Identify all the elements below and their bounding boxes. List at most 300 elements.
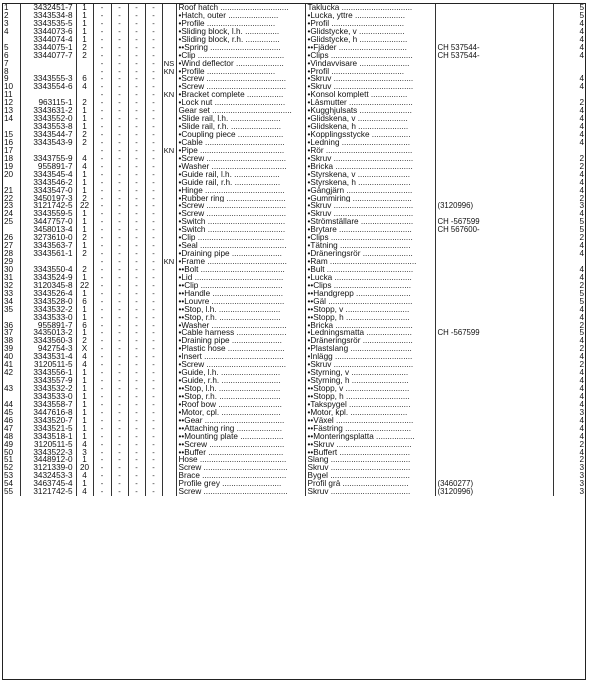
note: [435, 83, 553, 91]
note: [435, 306, 553, 314]
part-number: 3343554-6: [20, 83, 76, 91]
note: [435, 20, 553, 28]
kn-code: KN: [163, 146, 175, 155]
model-column-1: -: [93, 266, 111, 274]
english-description: •Guide rail, l.h. ....................: [176, 171, 305, 179]
table-row: [3, 131, 585, 139]
position-number: 50: [3, 449, 20, 457]
table-row: [3, 385, 585, 393]
model-column-2: -: [111, 449, 128, 457]
swedish-description: ••Fästring .............................: [305, 425, 435, 433]
quantity: 4: [76, 472, 93, 480]
part-number: 3447757-0: [20, 218, 76, 226]
table-row: [3, 433, 585, 441]
note: [435, 68, 553, 76]
english-description: •Switch ..................................: [176, 218, 305, 226]
part-number: [20, 258, 76, 266]
swedish-description: •Clips ....................................: [305, 52, 435, 60]
model-column-3: -: [128, 210, 145, 218]
model-column-3: -: [128, 393, 145, 401]
version-code: [553, 147, 585, 155]
part-number: 3273610-0: [20, 234, 76, 242]
note: [435, 401, 553, 409]
swedish-description: •Profil ................................: [305, 20, 435, 28]
model-column-2: -: [111, 464, 128, 472]
position-number: 12: [3, 99, 20, 107]
model-column-4: -: [145, 195, 162, 203]
note: [435, 115, 553, 123]
quantity: 1: [76, 274, 93, 282]
kn-code: [162, 377, 176, 385]
model-column-3: -: [128, 44, 145, 52]
english-description: •Slide rail, l.h. ......................: [176, 115, 305, 123]
note: [435, 36, 553, 44]
model-column-4: -: [145, 226, 162, 234]
version-code: 2: [579, 321, 584, 330]
note: [435, 298, 553, 306]
model-column-2: -: [111, 433, 128, 441]
model-column-3: -: [128, 472, 145, 480]
quantity: 1: [76, 179, 93, 187]
model-column-4: -: [145, 258, 162, 266]
part-number: [20, 68, 76, 76]
model-column-2: -: [111, 36, 128, 44]
position-number: [3, 179, 20, 187]
kn-code: [162, 322, 176, 330]
model-column-1: -: [93, 234, 111, 242]
parts-table: [3, 4, 585, 496]
quantity: 2: [76, 139, 93, 147]
position-number: 24: [3, 210, 20, 218]
model-column-1: -: [93, 4, 111, 12]
part-number: 963115-1: [20, 99, 76, 107]
model-column-3: -: [128, 234, 145, 242]
note: [435, 250, 553, 258]
kn-code: [162, 234, 176, 242]
swedish-description: •Skruv ...................................: [305, 75, 435, 83]
table-row: [3, 4, 585, 12]
model-column-3: -: [128, 83, 145, 91]
version-code: 4: [579, 107, 584, 116]
kn-code: [162, 449, 176, 457]
version-code: 3: [579, 472, 584, 481]
quantity: 22: [76, 202, 93, 210]
note: [435, 131, 553, 139]
quantity: 1: [76, 242, 93, 250]
model-column-4: -: [145, 401, 162, 409]
english-description: •Screw ...................................: [176, 361, 305, 369]
table-row: [3, 322, 585, 330]
swedish-description: ••Buffert ...............................: [305, 449, 435, 457]
model-column-2: -: [111, 147, 128, 155]
table-row: [3, 393, 585, 401]
model-column-4: -: [145, 345, 162, 353]
part-number: 3121742-5: [20, 488, 76, 496]
position-number: 27: [3, 242, 20, 250]
model-column-3: -: [128, 202, 145, 210]
model-column-3: -: [128, 99, 145, 107]
model-column-2: -: [111, 369, 128, 377]
quantity: 1: [76, 480, 93, 488]
model-column-3: -: [128, 60, 145, 68]
kn-code: [162, 306, 176, 314]
model-column-2: -: [111, 274, 128, 282]
quantity: 2: [76, 44, 93, 52]
quantity: 6: [76, 322, 93, 330]
position-number: 41: [3, 361, 20, 369]
part-number: 3343631-2: [20, 107, 76, 115]
model-column-2: -: [111, 266, 128, 274]
version-code: 3: [579, 464, 584, 473]
model-column-4: -: [145, 298, 162, 306]
version-code: 4: [579, 242, 584, 251]
note: [435, 456, 553, 464]
model-column-4: -: [145, 417, 162, 425]
kn-code: [162, 456, 176, 464]
quantity: 1: [76, 187, 93, 195]
kn-code: [162, 472, 176, 480]
table-row: [3, 44, 585, 52]
kn-code: [162, 44, 176, 52]
note: [435, 385, 553, 393]
swedish-description: •Bricka ..................................: [305, 322, 435, 330]
quantity: 4: [76, 441, 93, 449]
swedish-description: •Ledningsmatta ....................: [305, 329, 435, 337]
version-code: 5: [579, 289, 584, 298]
model-column-4: -: [145, 163, 162, 171]
kn-code: [162, 163, 176, 171]
model-column-3: -: [128, 12, 145, 20]
swedish-description: •Plastslang ...........................: [305, 345, 435, 353]
position-number: 52: [3, 464, 20, 472]
model-column-2: -: [111, 488, 128, 496]
note: [435, 139, 553, 147]
part-number: 3432453-3: [20, 472, 76, 480]
position-number: 10: [3, 83, 20, 91]
note: [435, 234, 553, 242]
model-column-2: -: [111, 322, 128, 330]
model-column-3: -: [128, 4, 145, 12]
part-number: 3343532-2: [20, 385, 76, 393]
part-number: 3343559-5: [20, 210, 76, 218]
table-row: [3, 250, 585, 258]
table-row: [3, 298, 585, 306]
model-column-4: -: [145, 60, 162, 68]
model-column-2: -: [111, 179, 128, 187]
english-description: •Guide rail, r.h. ....................: [176, 179, 305, 187]
part-number: 3343533-0: [20, 314, 76, 322]
part-number: 955891-7: [20, 322, 76, 330]
model-column-1: -: [93, 202, 111, 210]
model-column-2: -: [111, 456, 128, 464]
version-code: [553, 60, 585, 68]
model-column-1: -: [93, 226, 111, 234]
model-column-2: -: [111, 131, 128, 139]
kn-code: [162, 171, 176, 179]
model-column-1: -: [93, 187, 111, 195]
note: [435, 91, 553, 99]
version-code: 4: [579, 448, 584, 457]
table-row: [3, 377, 585, 385]
kn-code: [162, 337, 176, 345]
note: [435, 425, 553, 433]
position-number: 47: [3, 425, 20, 433]
model-column-4: -: [145, 115, 162, 123]
swedish-description: •Vindavvisare ......................: [305, 60, 435, 68]
model-column-1: -: [93, 60, 111, 68]
version-code: 4: [579, 424, 584, 433]
model-column-2: -: [111, 337, 128, 345]
model-column-2: -: [111, 44, 128, 52]
english-description: •Motor, cpl. ..........................: [176, 409, 305, 417]
part-number: 3343550-4: [20, 266, 76, 274]
model-column-2: -: [111, 171, 128, 179]
kn-code: [162, 123, 176, 131]
part-number: 942754-3: [20, 345, 76, 353]
model-column-4: -: [145, 464, 162, 472]
english-description: •Screw ...................................: [176, 202, 305, 210]
model-column-2: -: [111, 306, 128, 314]
note: [435, 433, 553, 441]
swedish-description: •Skruv ...................................: [305, 210, 435, 218]
quantity: 2: [76, 234, 93, 242]
version-code: 4: [579, 51, 584, 60]
model-column-2: -: [111, 361, 128, 369]
part-number: 3343546-2: [20, 179, 76, 187]
model-column-2: -: [111, 83, 128, 91]
model-column-4: -: [145, 12, 162, 20]
version-code: 4: [579, 337, 584, 346]
english-description: ••Spring ...............................: [176, 44, 305, 52]
model-column-3: -: [128, 314, 145, 322]
position-number: 33: [3, 290, 20, 298]
swedish-description: ••Stopp, h ............................: [305, 393, 435, 401]
model-column-4: -: [145, 171, 162, 179]
swedish-description: •Styrning, h .........................: [305, 377, 435, 385]
model-column-3: -: [128, 226, 145, 234]
model-column-4: -: [145, 472, 162, 480]
part-number: 3344077-7: [20, 52, 76, 60]
model-column-2: -: [111, 298, 128, 306]
model-column-1: -: [93, 139, 111, 147]
table-row: [3, 91, 585, 99]
model-column-4: -: [145, 456, 162, 464]
part-number: 3344074-4: [20, 36, 76, 44]
parts-list-page: [2, 3, 586, 680]
note: [435, 345, 553, 353]
quantity: 6: [76, 75, 93, 83]
model-column-1: -: [93, 353, 111, 361]
part-number: 3343555-3: [20, 75, 76, 83]
swedish-description: •Ram ......................................: [305, 258, 435, 266]
english-description: •Wind deflector .....................: [176, 60, 305, 68]
quantity: 1: [76, 401, 93, 409]
english-description: •Screw ...................................: [176, 155, 305, 163]
note: [435, 449, 553, 457]
english-description: •Cable ...................................: [176, 139, 305, 147]
part-number: 3463745-4: [20, 480, 76, 488]
swedish-description: •Motor, kpl. .........................: [305, 409, 435, 417]
model-column-3: -: [128, 68, 145, 76]
quantity: 1: [76, 385, 93, 393]
english-description: •Pipe .....................................: [176, 147, 305, 155]
part-number: 3343543-9: [20, 139, 76, 147]
position-number: 5: [3, 44, 20, 52]
position-number: 23: [3, 202, 20, 210]
model-column-1: -: [93, 258, 111, 266]
version-code: 4: [579, 210, 584, 219]
table-row: [3, 20, 585, 28]
quantity: 4: [76, 83, 93, 91]
english-description: •Guide, r.h. ..........................: [176, 377, 305, 385]
kn-code: [162, 393, 176, 401]
position-number: 49: [3, 441, 20, 449]
position-number: 51: [3, 456, 20, 464]
english-description: ••Stop, r.h. ...........................: [176, 314, 305, 322]
model-column-3: -: [128, 322, 145, 330]
model-column-1: -: [93, 393, 111, 401]
model-column-4: -: [145, 52, 162, 60]
table-row: [3, 337, 585, 345]
version-code: 2: [579, 234, 584, 243]
model-column-3: -: [128, 155, 145, 163]
note: [435, 12, 553, 20]
part-number: 3343552-0: [20, 115, 76, 123]
position-number: 38: [3, 337, 20, 345]
position-number: 1: [3, 4, 20, 12]
quantity: [76, 60, 93, 68]
english-description: •Plastic hose .........................: [176, 345, 305, 353]
english-description: •Cable harness ......................: [176, 329, 305, 337]
model-column-2: -: [111, 417, 128, 425]
version-code: [553, 258, 585, 266]
kn-code: [162, 226, 176, 234]
version-code: 2: [579, 456, 584, 465]
model-column-1: -: [93, 163, 111, 171]
swedish-description: •Gångjärn .............................: [305, 187, 435, 195]
english-description: •Rubber ring ..........................: [176, 195, 305, 203]
model-column-2: -: [111, 242, 128, 250]
swedish-description: ••Handgrepp ........................: [305, 290, 435, 298]
swedish-description: ••Växel ..................................: [305, 417, 435, 425]
model-column-4: -: [145, 250, 162, 258]
quantity: 4: [76, 353, 93, 361]
table-row: [3, 60, 585, 68]
position-number: 18: [3, 155, 20, 163]
model-column-3: -: [128, 75, 145, 83]
note: [435, 75, 553, 83]
model-column-4: -: [145, 68, 162, 76]
model-column-3: -: [128, 298, 145, 306]
swedish-description: •Styrskena, h .......................: [305, 179, 435, 187]
model-column-4: -: [145, 433, 162, 441]
model-column-2: -: [111, 385, 128, 393]
kn-code: [162, 99, 176, 107]
version-code: 4: [579, 385, 584, 393]
swedish-description: ••Clips ..................................: [305, 282, 435, 290]
model-column-1: -: [93, 282, 111, 290]
quantity: 2: [76, 99, 93, 107]
model-column-3: -: [128, 480, 145, 488]
english-description: ••Mounting plate ...................: [176, 433, 305, 441]
model-column-4: -: [145, 377, 162, 385]
quantity: 1: [76, 12, 93, 20]
english-description: ••Stop, l.h. ...........................: [176, 385, 305, 393]
version-code: 2: [579, 162, 584, 171]
model-column-2: -: [111, 52, 128, 60]
model-column-1: -: [93, 107, 111, 115]
swedish-description: •Konsol komplett ................: [305, 91, 435, 99]
kn-code: [162, 369, 176, 377]
table-row: [3, 329, 585, 337]
part-number: 3343557-9: [20, 377, 76, 385]
kn-code: [162, 115, 176, 123]
table-row: [3, 171, 585, 179]
kn-code: [162, 28, 176, 36]
model-column-1: -: [93, 28, 111, 36]
model-column-2: -: [111, 290, 128, 298]
part-number: 3343520-7: [20, 417, 76, 425]
position-number: 21: [3, 187, 20, 195]
part-number: 3121742-5: [20, 202, 76, 210]
model-column-3: -: [128, 377, 145, 385]
model-column-1: -: [93, 456, 111, 464]
model-column-2: -: [111, 60, 128, 68]
english-description: •Washer .................................: [176, 322, 305, 330]
version-code: 4: [579, 250, 584, 258]
position-number: 36: [3, 322, 20, 330]
note: [435, 171, 553, 179]
model-column-1: -: [93, 472, 111, 480]
version-code: 3: [579, 202, 584, 211]
model-column-2: -: [111, 472, 128, 480]
version-code: 4: [579, 353, 584, 362]
part-number: 3343545-4: [20, 171, 76, 179]
english-description: •Coupling piece ....................: [176, 131, 305, 139]
position-number: [3, 314, 20, 322]
swedish-description: •Inlägg ..................................: [305, 353, 435, 361]
note: CH 537544-: [435, 44, 553, 52]
quantity: 1: [76, 115, 93, 123]
kn-code: [162, 314, 176, 322]
model-column-3: -: [128, 449, 145, 457]
model-column-2: -: [111, 409, 128, 417]
version-code: 4: [579, 265, 584, 274]
part-number: 3343556-1: [20, 369, 76, 377]
kn-code: [162, 52, 176, 60]
model-column-1: -: [93, 195, 111, 203]
position-number: 37: [3, 329, 20, 337]
english-description: •Frame ...................................: [176, 258, 305, 266]
swedish-description: Taklucka ...............................: [305, 4, 435, 12]
table-row: [3, 139, 585, 147]
model-column-4: -: [145, 409, 162, 417]
table-row: [3, 226, 585, 234]
version-code: 3: [579, 480, 584, 489]
kn-code: [162, 425, 176, 433]
quantity: 6: [76, 298, 93, 306]
version-code: 4: [579, 35, 584, 44]
kn-code: [162, 417, 176, 425]
model-column-4: -: [145, 385, 162, 393]
model-column-3: -: [128, 433, 145, 441]
position-number: 40: [3, 353, 20, 361]
quantity: 1: [76, 393, 93, 401]
model-column-3: -: [128, 345, 145, 353]
part-number: 3343563-7: [20, 242, 76, 250]
model-column-4: -: [145, 322, 162, 330]
swedish-description: Slang ...................................: [305, 456, 435, 464]
